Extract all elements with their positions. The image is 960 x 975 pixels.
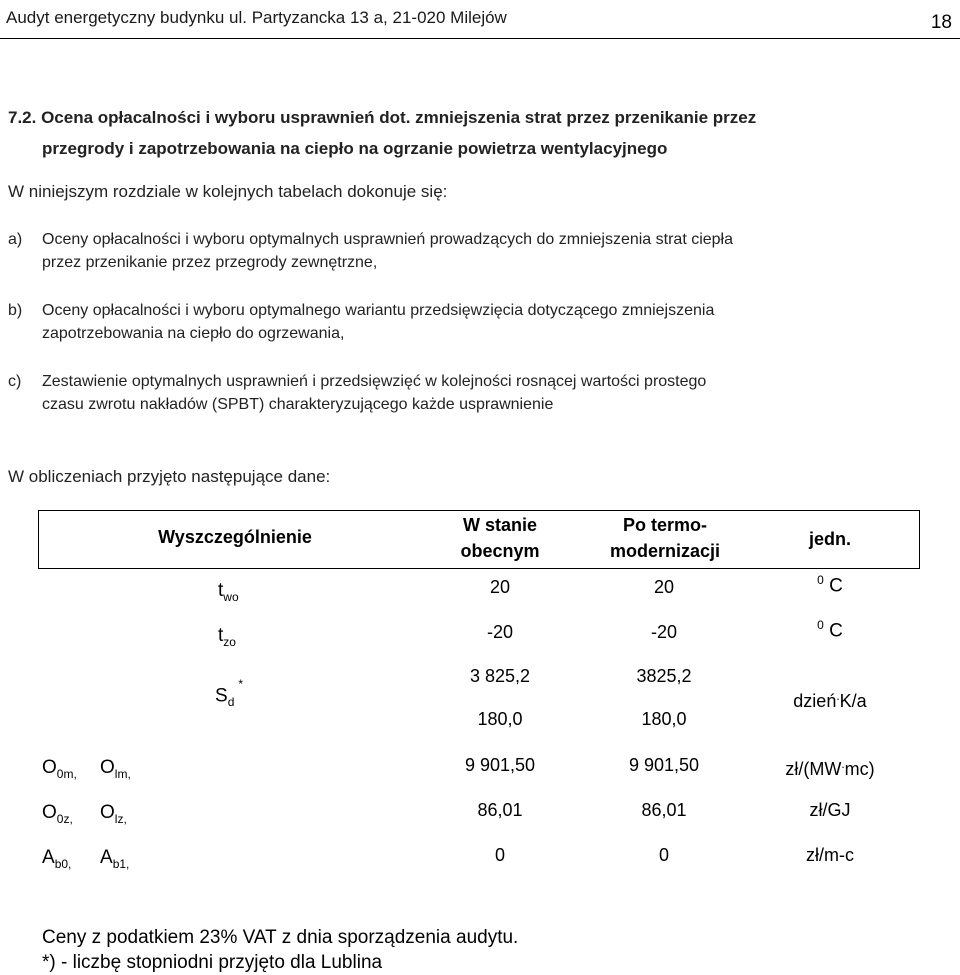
value-after-o0m: 9 901,50 — [628, 755, 700, 775]
list-item-c — [8, 370, 908, 416]
list-item-line1: Oceny opłacalności i wyboru optymalnych usprawnień prowadzących do zmniejszenia strat ciepła — [42, 231, 734, 248]
symbol-two: $t_{wo}$ — [218, 580, 239, 604]
list-marker: c) — [8, 373, 22, 390]
symbol-ab0: $A_{b0,}$ — [42, 847, 72, 871]
value-current-o0m: 9 901,50 — [464, 755, 536, 775]
section-title-line2: przegrody i zapotrzebowania na ciepło na ogrzanie powietrza wentylacyjnego — [42, 139, 668, 158]
symbol-sd: $S_d^*$ — [215, 677, 244, 710]
header-spec: Wyszczególnienie — [158, 527, 312, 547]
section-title-line1: 7.2. Ocena opłacalności i wyboru usprawnień dot. zmniejszenia strat przez przenikanie przez — [8, 108, 757, 127]
unit-o0z: zł/GJ — [809, 800, 851, 820]
symbol-ab1: $A_{b1,}$ — [100, 847, 130, 871]
symbol-tzo: $t_{zo}$ — [218, 625, 236, 649]
header-current — [430, 512, 570, 564]
symbol-o0m: $O_{0m,}$ — [42, 757, 77, 781]
list-item-line2: zapotrzebowania na ciepło do ogrzewania, — [42, 325, 345, 342]
symbol-olm: $O_{lm,}$ — [100, 757, 131, 781]
list-marker: b) — [8, 302, 23, 319]
header-after-line1: Po termo- — [622, 515, 707, 535]
list-item-line1: Oceny opłacalności i wyboru optymalnego wariantu przedsięwzięcia dotyczącego zmniejszenia — [42, 302, 715, 319]
unit-tzo: $^0$ C — [817, 618, 843, 642]
value-after-sd-2: 180,0 — [641, 709, 687, 729]
list-item-line1: Zestawienie optymalnych usprawnień i przedsięwzięć w kolejności rosnącej wartości prostego — [42, 373, 707, 390]
section-title — [8, 102, 888, 164]
header-current-line1: W stanie — [462, 515, 537, 535]
header-after — [590, 512, 740, 564]
unit-sd: dzień.K/a — [793, 689, 867, 711]
list-item-b — [8, 299, 908, 345]
header-current-line2: obecnym — [460, 541, 540, 561]
symbol-o0z: $O_{0z,}$ — [42, 802, 73, 826]
header-after-line2: modernizacji — [609, 541, 721, 561]
list-item-line2: przez przenikanie przez przegrody zewnętrzne, — [42, 254, 378, 271]
unit-two: $^0$ C — [817, 573, 843, 597]
list-item-a — [8, 228, 908, 274]
list-marker: a) — [8, 231, 23, 248]
value-current-ab0: 0 — [494, 845, 505, 865]
data-intro: W obliczeniach przyjęto następujące dane: — [8, 467, 331, 486]
unit-ab0: zł/m-c — [806, 845, 854, 865]
value-after-two: 20 — [653, 577, 675, 597]
footnote-degree-days: *) - liczbę stopniodni przyjęto dla Lublina — [42, 952, 383, 973]
value-current-sd-2: 180,0 — [477, 709, 523, 729]
page-number: 18 — [930, 12, 952, 33]
symbol-olz: $O_{lz,}$ — [100, 802, 127, 826]
value-current-two: 20 — [489, 577, 511, 597]
value-current-sd-1: 3 825,2 — [469, 666, 531, 686]
value-current-o0z: 86,01 — [477, 800, 523, 820]
footnote-vat: Ceny z podatkiem 23% VAT z dnia sporządzenia audytu. — [42, 927, 519, 948]
value-after-tzo: -20 — [650, 622, 677, 642]
page-header — [0, 0, 960, 39]
value-after-ab0: 0 — [658, 845, 669, 865]
value-current-tzo: -20 — [486, 622, 513, 642]
unit-o0m: zł/(MW.mc) — [785, 757, 875, 779]
intro-text: W niniejszym rozdziale w kolejnych tabelach dokonuje się: — [8, 182, 448, 201]
value-after-sd-1: 3825,2 — [636, 666, 692, 686]
document-title: Audyt energetyczny budynku ul. Partyzancka 13 a, 21-020 Milejów — [6, 8, 507, 27]
value-after-o0z: 86,01 — [641, 800, 687, 820]
list-item-line2: czasu zwrotu nakładów (SPBT) charakteryzującego każde usprawnienie — [42, 396, 554, 413]
header-unit: jedn. — [808, 529, 851, 549]
